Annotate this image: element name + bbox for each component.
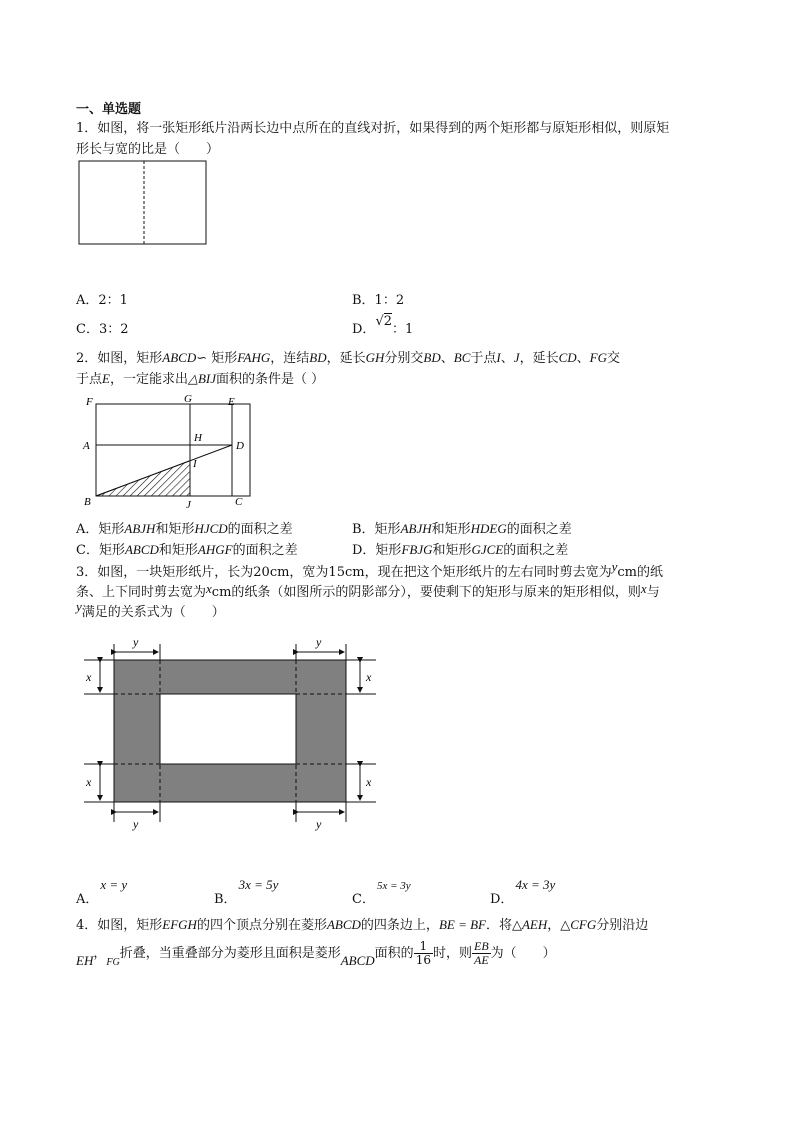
sqrt-symbol: √2: [375, 314, 393, 329]
q2-shaded-triangle-bij: [96, 461, 190, 496]
q3-label-y-top-right: y: [316, 635, 322, 649]
q2-figure: [78, 392, 253, 510]
q3-text-line3: y满足的关系式为（ ）: [76, 599, 225, 620]
q1-text-line2: 形长与宽的比是（ ）: [76, 142, 220, 157]
q2-label-h: H: [194, 432, 202, 444]
q1-option-c[interactable]: C．3：2: [76, 322, 129, 337]
q2-option-a[interactable]: A．矩形ABJH和矩形HJCD的面积之差: [76, 521, 293, 537]
q2-label-a: A: [83, 440, 90, 452]
q4-fraction-eb-ae: $\frac{EB}{AE}$: [473, 939, 489, 967]
q2-text-line2: 于点E，一定能求出△BIJ面积的条件是（ ）: [76, 371, 325, 387]
q1-text-line1: 1．如图，将一张矩形纸片沿两长边中点所在的直线对折，如果得到的两个矩形都与原矩形相似，则原矩: [76, 121, 670, 136]
q2-option-c[interactable]: C．矩形ABCD和矩形AHGF的面积之差: [76, 542, 298, 558]
q2-label-d: D: [236, 440, 244, 452]
q4-text-line1: 4．如图，矩形EFGH的四个顶点分别在菱形ABCD的四条边上，BE = BF．将△AEH，△CFG分别沿边: [76, 917, 649, 933]
q1-rectangle: [79, 161, 206, 244]
q3-figure: [80, 634, 380, 832]
q1-option-d[interactable]: [352, 314, 414, 337]
q4-fraction-one-sixteenth: $\frac{1}{16}$: [415, 939, 431, 967]
q3-label-y-bottom-right: y: [316, 817, 322, 831]
q2-label-g: G: [184, 393, 192, 405]
q2-label-c: C: [235, 496, 243, 508]
q2-label-f: F: [86, 396, 93, 408]
q4-text-line2: EH，$_{FG}$折叠，当重叠部分为菱形且面积是菱形ABCD面积的 $\frac{1}{16}$ 时，则 $\frac{EB}{AE}$ 为（ ）: [76, 939, 556, 968]
q2-option-b[interactable]: B．矩形ABJH和矩形HDEG的面积之差: [352, 521, 572, 537]
q3-option-a[interactable]: A．x = y: [76, 877, 128, 907]
q3-label-y-top-left: y: [133, 635, 139, 649]
q1-option-a[interactable]: A．2：1: [76, 293, 128, 308]
q1-option-d-prefix: D．: [352, 322, 376, 337]
q2-text-line1: 2．如图，矩形ABCD∽ 矩形FAHG，连结BD，延长GH分别交BD、BC于点I、J，延长CD、FG交: [76, 350, 621, 366]
q3-label-x-right-top: x: [366, 670, 372, 684]
q3-text-line1: 3．如图，一块矩形纸片，长为20cm，宽为15cm，现在把这个矩形纸片的左右同时剪去宽为ycm的纸: [76, 559, 663, 580]
q3-option-c[interactable]: C．5x = 3y: [352, 880, 411, 907]
q3-text-line2: 条、上下同时剪去宽为xcm的纸条（如图所示的阴影部分），要使剩下的矩形与原来的矩形相似，则x与: [76, 581, 660, 600]
q3-shaded-frame: [114, 660, 346, 802]
q1-figure: [78, 160, 208, 246]
q1-option-d-root: 2: [383, 314, 393, 329]
q2-label-j: J: [186, 499, 191, 510]
q3-label-x-left-bottom: x: [86, 775, 92, 789]
q2-option-d[interactable]: D．矩形FBJG和矩形GJCE的面积之差: [352, 542, 569, 558]
q2-label-i: I: [193, 458, 197, 470]
q2-label-b: B: [84, 496, 91, 508]
q3-option-d[interactable]: D．4x = 3y: [490, 877, 556, 907]
q1-option-d-suffix: ：1: [392, 322, 414, 337]
section-title: 一、单选题: [76, 102, 142, 117]
q3-label-y-bottom-left: y: [133, 817, 139, 831]
q3-option-b[interactable]: B．3x = 5y: [214, 877, 279, 907]
q1-option-b[interactable]: B．1：2: [352, 293, 405, 308]
q3-label-x-right-bottom: x: [366, 775, 372, 789]
q3-label-x-left-top: x: [86, 670, 92, 684]
q2-label-e: E: [228, 396, 235, 408]
